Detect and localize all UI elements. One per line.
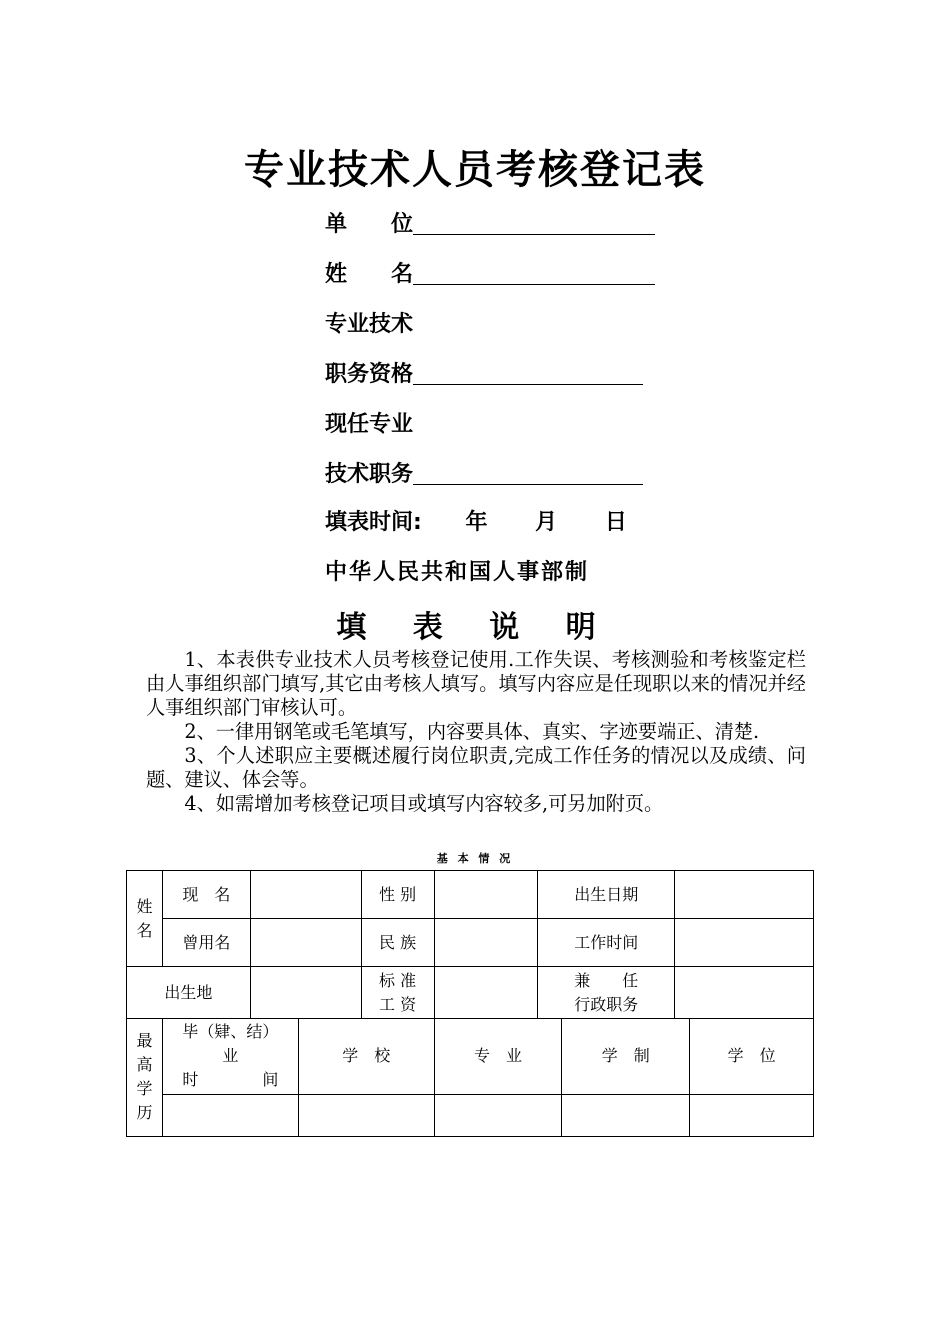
gender-label: 性 别 xyxy=(361,871,434,919)
ethnicity-label: 民 族 xyxy=(361,919,434,967)
qualification-label-line1: 专业技术 xyxy=(325,312,414,337)
ethnicity-cell[interactable] xyxy=(434,919,538,967)
standard-salary-cell[interactable] xyxy=(434,967,538,1019)
major-label: 专 业 xyxy=(434,1018,562,1094)
instruction-item: 1、本表供专业技术人员考核登记使用.工作失误、考核测验和考核鉴定栏由人事组织部门填写,其它由考核人填写。填写内容应是任现职以来的情况并经人事组织部门审核认可。 xyxy=(146,648,806,719)
concurrent-post-label: 兼 任 行政职务 xyxy=(538,967,675,1019)
current-name-cell[interactable] xyxy=(250,871,361,919)
standard-salary-label: 标 准 工 资 xyxy=(361,967,434,1019)
major-cell[interactable] xyxy=(434,1094,562,1136)
birthplace-cell[interactable] xyxy=(250,967,361,1019)
instruction-item: 2、一律用钢笔或毛笔填写，内容要具体、真实、字迹要端正、清楚. xyxy=(184,720,760,743)
fill-time-label: 填表时间: xyxy=(325,510,422,535)
issuer-label: 中华人民共和国人事部制 xyxy=(325,560,590,585)
qualification-field xyxy=(325,360,643,390)
fill-time-field xyxy=(325,508,627,538)
basic-info-table xyxy=(126,870,814,1019)
current-name-label: 现 名 xyxy=(162,871,250,919)
school-label: 学 校 xyxy=(298,1018,434,1094)
instruction-item: 4、如需增加考核登记项目或填写内容较多,可另加附页。 xyxy=(184,792,664,815)
graduation-time-label: 毕（肄、结） 业 时 间 xyxy=(162,1018,298,1094)
degree-cell[interactable] xyxy=(690,1094,814,1136)
birthplace-label: 出生地 xyxy=(127,967,251,1019)
year-label: 年 xyxy=(465,510,488,535)
work-date-cell[interactable] xyxy=(675,919,814,967)
basic-info-caption: 基 本 情 况 xyxy=(436,852,514,865)
birth-date-cell[interactable] xyxy=(675,871,814,919)
former-name-cell[interactable] xyxy=(250,919,361,967)
name-field xyxy=(325,260,655,290)
concurrent-post-cell[interactable] xyxy=(675,967,814,1019)
day-label: 日 xyxy=(604,510,627,535)
unit-input-line[interactable] xyxy=(413,210,655,235)
post-label-line1: 现任专业 xyxy=(325,412,414,437)
former-name-label: 曾用名 xyxy=(162,919,250,967)
duration-cell[interactable] xyxy=(562,1094,690,1136)
gender-cell[interactable] xyxy=(434,871,538,919)
qualification-input-line[interactable] xyxy=(413,360,643,385)
graduation-time-cell[interactable] xyxy=(162,1094,298,1136)
birth-date-label: 出生日期 xyxy=(538,871,675,919)
work-date-label: 工作时间 xyxy=(538,919,675,967)
qualification-label-line2: 职务资格 xyxy=(325,362,414,387)
name-label: 姓 名 xyxy=(325,262,414,287)
school-cell[interactable] xyxy=(298,1094,434,1136)
post-field xyxy=(325,460,643,490)
name-group-label: 姓 名 xyxy=(127,871,163,967)
post-label-line2: 技术职务 xyxy=(325,462,414,487)
post-input-line[interactable] xyxy=(413,460,643,485)
unit-field xyxy=(325,210,655,240)
month-label: 月 xyxy=(535,510,558,535)
form-title: 专业技术人员考核登记表 xyxy=(244,147,706,193)
education-table xyxy=(126,1018,814,1137)
instruction-item: 3、个人述职应主要概述履行岗位职责,完成工作任务的情况以及成绩、问题、建议、体会等。 xyxy=(146,744,806,791)
unit-label: 单 位 xyxy=(325,212,414,237)
degree-label: 学 位 xyxy=(690,1018,814,1094)
education-group-label: 最 高 学 历 xyxy=(127,1018,163,1136)
name-input-line[interactable] xyxy=(413,260,655,285)
instructions-body xyxy=(146,648,806,816)
instructions-heading: 填 表 说 明 xyxy=(336,610,614,645)
duration-label: 学 制 xyxy=(562,1018,690,1094)
